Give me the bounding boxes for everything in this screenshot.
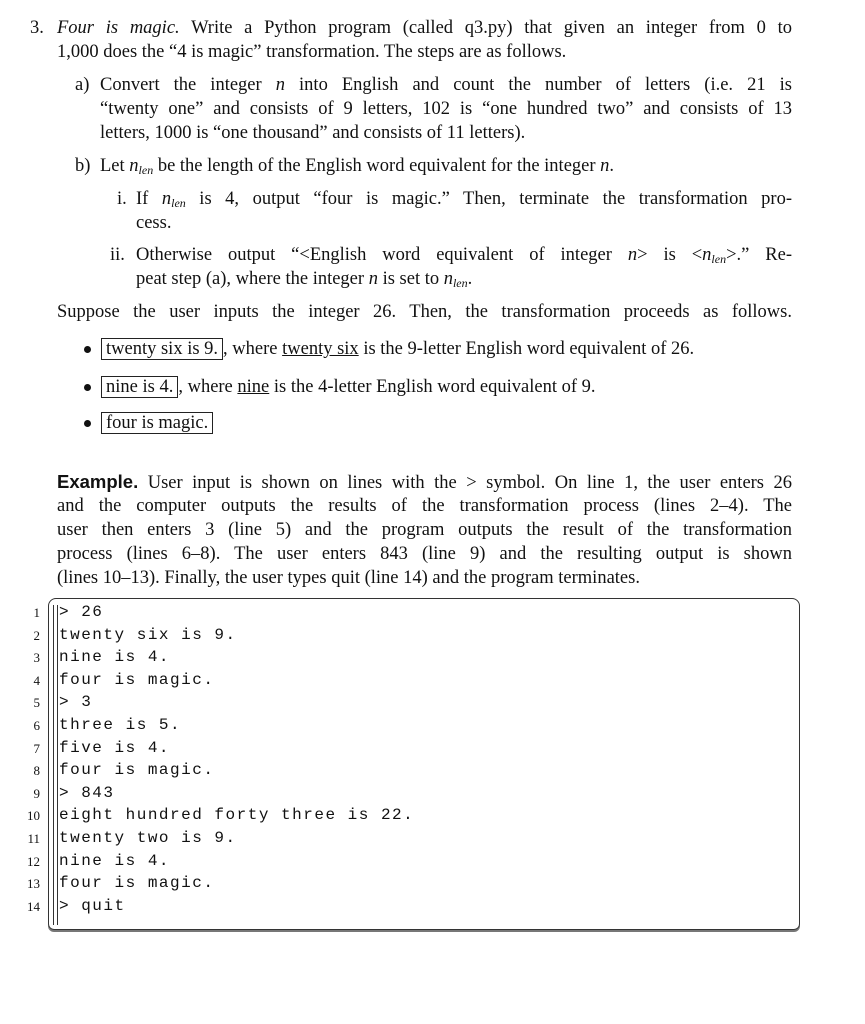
var: n — [161, 189, 172, 209]
step-a-label: a) — [75, 75, 90, 95]
line-number: 12 — [27, 853, 40, 869]
line-number-rule — [53, 605, 58, 925]
sub: len — [138, 163, 154, 177]
text: is the 4-letter English word equivalent of 9. — [269, 377, 596, 397]
question-intro — [57, 16, 792, 40]
var: n — [129, 156, 139, 176]
text: Let — [100, 156, 130, 176]
example-line: user then enters 3 (line 5) and the program outputs the result of the transformation — [57, 520, 792, 540]
text: is set to — [377, 269, 444, 289]
bullet-icon — [84, 384, 91, 391]
text: into English and count the number of letters (i.e. 21 is — [284, 75, 792, 95]
text: >.” Re- — [726, 245, 792, 265]
code-line: twenty two is 9. — [59, 829, 237, 847]
boxed-output: four is magic. — [101, 412, 213, 434]
step-ii-2 — [136, 267, 472, 291]
question-intro-2: 1,000 does the “4 is magic” transformation. The steps are as follows. — [57, 42, 567, 62]
step-ii-label: ii. — [110, 245, 125, 265]
text: peat step (a), where the integer — [136, 269, 369, 289]
line-number: 10 — [27, 808, 40, 824]
question-number: 3. — [30, 18, 44, 38]
code-line: nine is 4. — [59, 851, 171, 870]
line-number: 2 — [33, 627, 40, 643]
bullet-item — [101, 337, 694, 361]
step-a-2: “twenty one” and consists of 9 letters, 102 is “one hundred two” and consists of 13 — [100, 99, 792, 119]
code-line: > 843 — [59, 783, 115, 802]
sub: len — [452, 276, 468, 290]
text: , where — [178, 377, 238, 397]
question-title: Four is magic. — [57, 18, 180, 38]
text: , where — [223, 339, 283, 359]
code-line: twenty six is 9. — [59, 625, 237, 644]
text: be the length of the English word equivalent for the integer — [153, 156, 601, 176]
line-number: 13 — [27, 876, 40, 892]
line-number: 8 — [33, 763, 40, 779]
code-line: four is magic. — [59, 874, 215, 893]
step-i-2: cess. — [136, 213, 172, 233]
code-line: nine is 4. — [59, 648, 171, 667]
underlined-text: nine — [237, 377, 270, 397]
var: n — [275, 75, 285, 95]
bullet-item — [101, 375, 596, 399]
example-line: and the computer outputs the results of the transformation process (lines 2–4). The — [57, 496, 792, 516]
code-line: five is 4. — [59, 738, 171, 757]
bullet-item — [101, 411, 213, 435]
var: n — [627, 245, 638, 265]
code-line: > 3 — [59, 693, 93, 712]
bullet-icon — [84, 420, 91, 427]
code-line: four is magic. — [59, 670, 215, 689]
step-b — [100, 154, 614, 178]
text: Write a Python program (called q3.py) that given an integer from 0 to — [191, 18, 792, 38]
code-line: > 26 — [59, 603, 104, 621]
var: n — [600, 156, 610, 176]
step-a — [100, 73, 792, 97]
line-number: 3 — [33, 650, 40, 666]
boxed-output: twenty six is 9. — [101, 338, 223, 360]
text: If — [136, 189, 162, 209]
text: is the 9-letter English word equivalent of 26. — [358, 339, 695, 359]
step-a-3: letters, 1000 is “one thousand” and consists of 11 letters). — [100, 123, 526, 143]
code-line: four is magic. — [59, 761, 215, 780]
var: n — [368, 269, 378, 289]
step-b-label: b) — [75, 156, 91, 176]
line-number: 6 — [33, 718, 40, 733]
var: n — [443, 269, 453, 289]
example-line: (lines 10–13). Finally, the user types quit (line 14) and the program terminates. — [57, 568, 640, 588]
underlined-text: twenty six — [282, 339, 359, 359]
line-number: 11 — [27, 831, 40, 846]
example-line: process (lines 6–8). The user enters 843 (line 9) and the resulting output is shown — [57, 544, 792, 564]
line-number: 14 — [27, 898, 40, 914]
sub: len — [171, 196, 186, 210]
bullet-icon — [84, 346, 91, 353]
example-label: Example. — [57, 471, 139, 492]
boxed-output: nine is 4. — [101, 376, 178, 398]
code-line: three is 5. — [59, 716, 182, 734]
text: Convert the integer — [100, 75, 276, 95]
example-line — [57, 470, 792, 495]
line-number: 7 — [33, 740, 40, 756]
text: Otherwise output “<English word equivalent of integer — [136, 245, 628, 265]
line-number: 5 — [33, 695, 40, 711]
line-number: 1 — [33, 605, 40, 620]
text: . — [609, 156, 615, 176]
step-ii — [136, 243, 792, 267]
code-line: > quit — [59, 896, 126, 915]
code-line: eight hundred forty three is 22. — [59, 806, 415, 825]
text: User input is shown on lines with the > symbol. On line 1, the user enters 26 — [147, 473, 793, 493]
suppose-text: Suppose the user inputs the integer 26. Then, the transformation proceeds as follows. — [57, 302, 792, 322]
line-number: 4 — [33, 672, 40, 688]
text: > is < — [637, 245, 703, 265]
step-i — [136, 187, 792, 211]
var: n — [702, 245, 712, 265]
text: . — [467, 269, 473, 289]
text: is 4, output “four is magic.” Then, terminate the transformation pro- — [185, 189, 792, 209]
sub: len — [711, 252, 727, 266]
step-i-label: i. — [117, 189, 127, 209]
line-number: 9 — [33, 785, 40, 801]
